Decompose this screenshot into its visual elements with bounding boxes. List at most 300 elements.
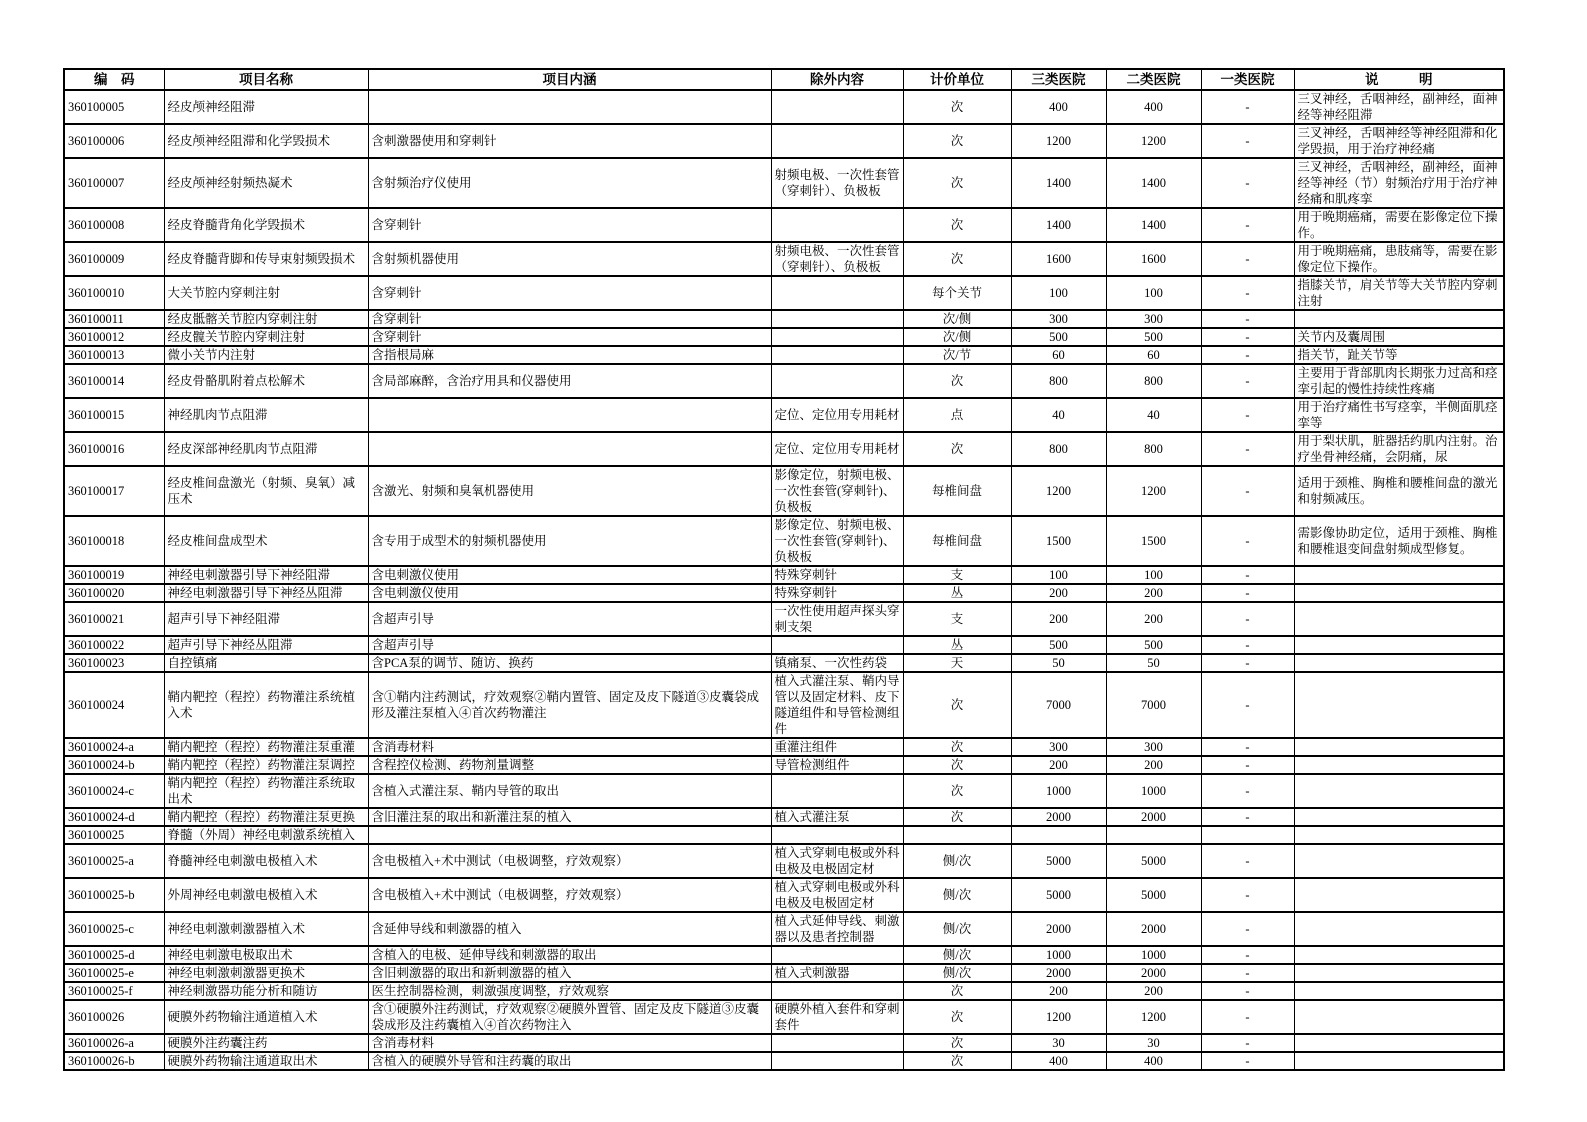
cell-tier1-price: - [1201, 90, 1294, 124]
cell-content: 含激光、射频和臭氧机器使用 [368, 466, 771, 516]
cell-tier3-price: 300 [1011, 738, 1106, 756]
cell-tier2-price: 500 [1106, 328, 1201, 346]
cell-unit: 每椎间盘 [903, 466, 1011, 516]
cell-tier1-price: - [1201, 584, 1294, 602]
cell-content: 含电刺激仪使用 [368, 584, 771, 602]
cell-content: 含消毒材料 [368, 738, 771, 756]
cell-name: 经皮脊髓背脚和传导束射频毁损术 [164, 242, 368, 276]
cell-tier1-price: - [1201, 364, 1294, 398]
cell-excluded [771, 364, 903, 398]
cell-content: 含旧灌注泵的取出和新灌注泵的植入 [368, 808, 771, 826]
cell-content: 含①硬膜外注药测试，疗效观察②硬膜外置管、固定及皮下隧道③皮囊袋成形及注药囊植入④首次药物注入 [368, 1000, 771, 1034]
cell-unit: 丛 [903, 584, 1011, 602]
cell-tier3-price: 2000 [1011, 912, 1106, 946]
cell-tier2-price: 200 [1106, 602, 1201, 636]
cell-tier2-price: 1200 [1106, 124, 1201, 158]
cell-unit: 次 [903, 738, 1011, 756]
cell-note [1294, 584, 1504, 602]
cell-name: 经皮骨骼肌附着点松解术 [164, 364, 368, 398]
cell-note [1294, 1000, 1504, 1034]
cell-content: 含电极植入+术中测试（电极调整，疗效观察） [368, 844, 771, 878]
table-header-row [64, 69, 1504, 90]
cell-note [1294, 566, 1504, 584]
cell-code: 360100025-c [64, 912, 164, 946]
cell-tier3-price: 1000 [1011, 774, 1106, 808]
cell-unit: 次 [903, 1000, 1011, 1034]
cell-note: 关节内及囊周围 [1294, 328, 1504, 346]
cell-unit: 次/侧 [903, 328, 1011, 346]
cell-content: 含穿刺针 [368, 276, 771, 310]
cell-code: 360100025 [64, 826, 164, 844]
cell-tier2-price: 30 [1106, 1034, 1201, 1052]
cell-unit: 次 [903, 756, 1011, 774]
cell-unit: 次/侧 [903, 310, 1011, 328]
cell-tier1-price: - [1201, 636, 1294, 654]
cell-tier3-price: 40 [1011, 398, 1106, 432]
cell-content: 含植入式灌注泵、鞘内导管的取出 [368, 774, 771, 808]
cell-tier2-price: 50 [1106, 654, 1201, 672]
cell-code: 360100016 [64, 432, 164, 466]
cell-tier3-price [1011, 826, 1106, 844]
cell-note [1294, 982, 1504, 1000]
cell-tier2-price: 300 [1106, 738, 1201, 756]
cell-tier3-price: 7000 [1011, 672, 1106, 738]
cell-content: 含刺激器使用和穿刺针 [368, 124, 771, 158]
cell-tier1-price [1201, 826, 1294, 844]
table-row [64, 328, 1504, 346]
cell-tier3-price: 1200 [1011, 1000, 1106, 1034]
cell-unit: 次 [903, 124, 1011, 158]
cell-excluded [771, 826, 903, 844]
header-name: 项目名称 [164, 69, 368, 90]
table-row [64, 242, 1504, 276]
cell-tier3-price: 5000 [1011, 844, 1106, 878]
header-tier3-hospital: 三类医院 [1011, 69, 1106, 90]
cell-unit: 次 [903, 774, 1011, 808]
cell-tier2-price: 2000 [1106, 964, 1201, 982]
cell-excluded: 植入式刺激器 [771, 964, 903, 982]
cell-excluded: 定位、定位用专用耗材 [771, 432, 903, 466]
cell-excluded: 定位、定位用专用耗材 [771, 398, 903, 432]
table-row [64, 432, 1504, 466]
cell-name: 脊髓（外周）神经电刺激系统植入 [164, 826, 368, 844]
cell-code: 360100017 [64, 466, 164, 516]
cell-excluded: 影像定位，射频电极、一次性套管(穿刺针)、负极板 [771, 466, 903, 516]
cell-tier3-price: 400 [1011, 1052, 1106, 1070]
cell-tier1-price: - [1201, 756, 1294, 774]
cell-note: 用于晚期癌痛，需要在影像定位下操作。 [1294, 208, 1504, 242]
cell-name: 神经电刺激刺激器植入术 [164, 912, 368, 946]
cell-code: 360100025-b [64, 878, 164, 912]
cell-excluded: 镇痛泵、一次性药袋 [771, 654, 903, 672]
cell-content [368, 398, 771, 432]
cell-content: 含电极植入+术中测试（电极调整，疗效观察） [368, 878, 771, 912]
cell-note [1294, 844, 1504, 878]
cell-note [1294, 946, 1504, 964]
cell-excluded [771, 946, 903, 964]
cell-tier3-price: 400 [1011, 90, 1106, 124]
cell-code: 360100020 [64, 584, 164, 602]
cell-tier2-price: 1500 [1106, 516, 1201, 566]
cell-tier2-price: 400 [1106, 1052, 1201, 1070]
cell-code: 360100023 [64, 654, 164, 672]
cell-name: 经皮深部神经肌肉节点阻滞 [164, 432, 368, 466]
cell-code: 360100026-a [64, 1034, 164, 1052]
cell-note: 三叉神经，舌咽神经，副神经，面神经等神经（节）射频治疗用于治疗神经痛和肌疼挛 [1294, 158, 1504, 208]
cell-code: 360100025-f [64, 982, 164, 1000]
cell-content: 含植入的硬膜外导管和注药囊的取出 [368, 1052, 771, 1070]
cell-code: 360100008 [64, 208, 164, 242]
cell-name: 神经刺激器功能分析和随访 [164, 982, 368, 1000]
cell-code: 360100024-b [64, 756, 164, 774]
cell-unit: 丛 [903, 636, 1011, 654]
cell-tier1-price: - [1201, 774, 1294, 808]
cell-excluded [771, 310, 903, 328]
cell-tier2-price [1106, 826, 1201, 844]
cell-tier3-price: 60 [1011, 346, 1106, 364]
cell-tier2-price: 400 [1106, 90, 1201, 124]
cell-note [1294, 774, 1504, 808]
cell-note: 三叉神经，舌咽神经，副神经，面神经等神经阻滞 [1294, 90, 1504, 124]
cell-name: 鞘内靶控（程控）药物灌注泵更换 [164, 808, 368, 826]
cell-excluded: 导管检测组件 [771, 756, 903, 774]
cell-tier2-price: 2000 [1106, 912, 1201, 946]
cell-name: 自控镇痛 [164, 654, 368, 672]
cell-note: 用于梨状肌，脏器括约肌内注射。治疗坐骨神经痛，会阴痛，尿 [1294, 432, 1504, 466]
cell-tier2-price: 300 [1106, 310, 1201, 328]
cell-excluded: 植入式穿刺电极或外科电极及电极固定材 [771, 844, 903, 878]
cell-note [1294, 310, 1504, 328]
table-row [64, 158, 1504, 208]
table-row [64, 124, 1504, 158]
cell-note: 用于晚期癌痛，患肢痛等，需要在影像定位下操作。 [1294, 242, 1504, 276]
cell-name: 大关节腔内穿刺注射 [164, 276, 368, 310]
cell-code: 360100019 [64, 566, 164, 584]
table-row [64, 826, 1504, 844]
cell-tier2-price: 1200 [1106, 466, 1201, 516]
cell-tier1-price: - [1201, 1034, 1294, 1052]
cell-tier1-price: - [1201, 310, 1294, 328]
cell-name: 经皮椎间盘成型术 [164, 516, 368, 566]
cell-tier3-price: 1400 [1011, 158, 1106, 208]
cell-name: 经皮颅神经阻滞 [164, 90, 368, 124]
cell-code: 360100009 [64, 242, 164, 276]
cell-tier1-price: - [1201, 808, 1294, 826]
table-row [64, 844, 1504, 878]
cell-tier2-price: 100 [1106, 276, 1201, 310]
cell-excluded [771, 276, 903, 310]
cell-note [1294, 602, 1504, 636]
cell-tier1-price: - [1201, 654, 1294, 672]
cell-tier3-price: 100 [1011, 276, 1106, 310]
cell-tier1-price: - [1201, 982, 1294, 1000]
cell-tier3-price: 1200 [1011, 466, 1106, 516]
cell-excluded: 重灌注组件 [771, 738, 903, 756]
cell-note: 需影像协助定位，适用于颈椎、胸椎和腰椎退变间盘射频成型修复。 [1294, 516, 1504, 566]
cell-code: 360100021 [64, 602, 164, 636]
cell-content: 含延伸导线和刺激器的植入 [368, 912, 771, 946]
medical-price-table [63, 68, 1505, 1071]
cell-content: 含①鞘内注药测试，疗效观察②鞘内置管、固定及皮下隧道③皮囊袋成形及灌注泵植入④首次药物灌注 [368, 672, 771, 738]
cell-name: 经皮椎间盘激光（射频、臭氧）减压术 [164, 466, 368, 516]
cell-tier1-price: - [1201, 878, 1294, 912]
cell-tier3-price: 5000 [1011, 878, 1106, 912]
cell-content: 含穿刺针 [368, 310, 771, 328]
cell-name: 经皮髋关节腔内穿刺注射 [164, 328, 368, 346]
cell-tier1-price: - [1201, 158, 1294, 208]
table-row [64, 964, 1504, 982]
cell-tier1-price: - [1201, 242, 1294, 276]
cell-tier3-price: 1400 [1011, 208, 1106, 242]
cell-excluded: 植入式灌注泵、鞘内导管以及固定材料、皮下隧道组件和导管检测组件 [771, 672, 903, 738]
cell-excluded: 植入式穿刺电极或外科电极及电极固定材 [771, 878, 903, 912]
cell-tier1-price: - [1201, 602, 1294, 636]
cell-unit: 每椎间盘 [903, 516, 1011, 566]
cell-content [368, 90, 771, 124]
cell-code: 360100024-a [64, 738, 164, 756]
cell-tier1-price: - [1201, 208, 1294, 242]
cell-note: 三叉神经，舌咽神经等神经阻滞和化学毁损，用于治疗神经痛 [1294, 124, 1504, 158]
cell-name: 神经电刺激刺激器更换术 [164, 964, 368, 982]
cell-name: 经皮骶髂关节腔内穿刺注射 [164, 310, 368, 328]
cell-name: 神经电刺激器引导下神经阻滞 [164, 566, 368, 584]
cell-note [1294, 1034, 1504, 1052]
cell-excluded [771, 90, 903, 124]
cell-name: 外周神经电刺激电极植入术 [164, 878, 368, 912]
cell-name: 鞘内靶控（程控）药物灌注泵调控 [164, 756, 368, 774]
cell-tier1-price: - [1201, 672, 1294, 738]
cell-note [1294, 756, 1504, 774]
cell-tier3-price: 2000 [1011, 808, 1106, 826]
cell-name: 微小关节内注射 [164, 346, 368, 364]
cell-tier3-price: 1500 [1011, 516, 1106, 566]
header-content: 项目内涵 [368, 69, 771, 90]
cell-name: 鞘内靶控（程控）药物灌注泵重灌 [164, 738, 368, 756]
cell-excluded [771, 774, 903, 808]
table-row [64, 878, 1504, 912]
cell-content: 含射频机器使用 [368, 242, 771, 276]
cell-excluded [771, 1052, 903, 1070]
cell-name: 硬膜外药物输注通道取出术 [164, 1052, 368, 1070]
cell-content: 含指根局麻 [368, 346, 771, 364]
cell-unit: 侧/次 [903, 912, 1011, 946]
cell-unit: 侧/次 [903, 946, 1011, 964]
cell-content: 含超声引导 [368, 636, 771, 654]
cell-excluded: 植入式灌注泵 [771, 808, 903, 826]
cell-tier1-price: - [1201, 432, 1294, 466]
cell-excluded [771, 208, 903, 242]
cell-tier1-price: - [1201, 124, 1294, 158]
cell-unit: 每个关节 [903, 276, 1011, 310]
cell-code: 360100011 [64, 310, 164, 328]
cell-tier1-price: - [1201, 844, 1294, 878]
cell-note [1294, 964, 1504, 982]
cell-note: 用于治疗痛性书写痉挛，半侧面肌痉挛等 [1294, 398, 1504, 432]
cell-content: 含超声引导 [368, 602, 771, 636]
cell-unit [903, 826, 1011, 844]
header-code: 编 码 [64, 69, 164, 90]
cell-code: 360100024-d [64, 808, 164, 826]
cell-name: 经皮颅神经射频热凝术 [164, 158, 368, 208]
cell-excluded: 射频电极、一次性套管（穿刺针）、负极板 [771, 158, 903, 208]
cell-note [1294, 738, 1504, 756]
cell-tier3-price: 2000 [1011, 964, 1106, 982]
table-row [64, 90, 1504, 124]
cell-code: 360100013 [64, 346, 164, 364]
cell-excluded [771, 982, 903, 1000]
cell-code: 360100025-e [64, 964, 164, 982]
cell-tier2-price: 1200 [1106, 1000, 1201, 1034]
cell-name: 神经肌肉节点阻滞 [164, 398, 368, 432]
cell-tier1-price: - [1201, 946, 1294, 964]
cell-note [1294, 654, 1504, 672]
cell-tier3-price: 30 [1011, 1034, 1106, 1052]
cell-unit: 侧/次 [903, 844, 1011, 878]
cell-tier1-price: - [1201, 516, 1294, 566]
cell-content: 含射频治疗仪使用 [368, 158, 771, 208]
cell-note: 主要用于背部肌肉长期张力过高和痉挛引起的慢性持续性疼痛 [1294, 364, 1504, 398]
cell-tier1-price: - [1201, 964, 1294, 982]
cell-tier1-price: - [1201, 346, 1294, 364]
cell-code: 360100022 [64, 636, 164, 654]
cell-code: 360100010 [64, 276, 164, 310]
cell-code: 360100024-c [64, 774, 164, 808]
cell-unit: 侧/次 [903, 878, 1011, 912]
cell-code: 360100025-d [64, 946, 164, 964]
cell-content: 含旧刺激器的取出和新刺激器的植入 [368, 964, 771, 982]
cell-excluded [771, 346, 903, 364]
cell-tier3-price: 500 [1011, 328, 1106, 346]
cell-tier1-price: - [1201, 566, 1294, 584]
cell-tier3-price: 1000 [1011, 946, 1106, 964]
cell-unit: 次 [903, 1034, 1011, 1052]
cell-code: 360100026 [64, 1000, 164, 1034]
cell-tier2-price: 5000 [1106, 878, 1201, 912]
cell-content [368, 826, 771, 844]
cell-code: 360100025-a [64, 844, 164, 878]
cell-tier2-price: 5000 [1106, 844, 1201, 878]
cell-tier3-price: 100 [1011, 566, 1106, 584]
cell-tier2-price: 2000 [1106, 808, 1201, 826]
cell-tier1-price: - [1201, 912, 1294, 946]
cell-note [1294, 878, 1504, 912]
cell-tier3-price: 300 [1011, 310, 1106, 328]
cell-tier3-price: 800 [1011, 364, 1106, 398]
cell-unit: 次 [903, 982, 1011, 1000]
cell-name: 经皮颅神经阻滞和化学毁损术 [164, 124, 368, 158]
cell-unit: 次 [903, 158, 1011, 208]
cell-unit: 次 [903, 242, 1011, 276]
table-row [64, 1052, 1504, 1070]
cell-content [368, 432, 771, 466]
table-row [64, 208, 1504, 242]
cell-note [1294, 636, 1504, 654]
cell-tier2-price: 1400 [1106, 208, 1201, 242]
cell-code: 360100014 [64, 364, 164, 398]
cell-tier3-price: 50 [1011, 654, 1106, 672]
cell-excluded: 影像定位、射频电极、一次性套管(穿刺针)、负极板 [771, 516, 903, 566]
cell-unit: 次 [903, 672, 1011, 738]
header-tier2-hospital: 二类医院 [1106, 69, 1201, 90]
cell-tier1-price: - [1201, 276, 1294, 310]
cell-note: 指关节，趾关节等 [1294, 346, 1504, 364]
cell-name: 硬膜外药物输注通道植入术 [164, 1000, 368, 1034]
cell-code: 360100015 [64, 398, 164, 432]
cell-unit: 次 [903, 1052, 1011, 1070]
table-row [64, 654, 1504, 672]
cell-unit: 次 [903, 808, 1011, 826]
cell-name: 神经电刺激电极取出术 [164, 946, 368, 964]
cell-content: 含PCA泵的调节、随访、换药 [368, 654, 771, 672]
cell-unit: 天 [903, 654, 1011, 672]
cell-excluded: 硬膜外植入套件和穿刺套件 [771, 1000, 903, 1034]
cell-tier2-price: 1000 [1106, 946, 1201, 964]
cell-content: 含消毒材料 [368, 1034, 771, 1052]
cell-name: 鞘内靶控（程控）药物灌注系统取出术 [164, 774, 368, 808]
cell-excluded [771, 328, 903, 346]
cell-tier3-price: 500 [1011, 636, 1106, 654]
cell-excluded: 特殊穿刺针 [771, 566, 903, 584]
cell-tier2-price: 800 [1106, 364, 1201, 398]
cell-excluded: 射频电极、一次性套管（穿刺针）、负极板 [771, 242, 903, 276]
table-row [64, 912, 1504, 946]
cell-content: 含穿刺针 [368, 208, 771, 242]
table-row [64, 808, 1504, 826]
cell-tier3-price: 200 [1011, 584, 1106, 602]
cell-name: 神经电刺激器引导下神经丛阻滞 [164, 584, 368, 602]
cell-note [1294, 912, 1504, 946]
cell-tier2-price: 100 [1106, 566, 1201, 584]
cell-tier2-price: 500 [1106, 636, 1201, 654]
cell-code: 360100012 [64, 328, 164, 346]
table-row [64, 566, 1504, 584]
cell-unit: 次 [903, 364, 1011, 398]
table-row [64, 516, 1504, 566]
cell-content: 含程控仪检测、药物剂量调整 [368, 756, 771, 774]
cell-content: 含植入的电极、延伸导线和刺激器的取出 [368, 946, 771, 964]
cell-tier3-price: 200 [1011, 602, 1106, 636]
cell-code: 360100024 [64, 672, 164, 738]
table-body [64, 90, 1504, 1070]
table-row [64, 756, 1504, 774]
cell-tier1-price: - [1201, 466, 1294, 516]
cell-tier2-price: 1000 [1106, 774, 1201, 808]
table-row [64, 946, 1504, 964]
table-row [64, 636, 1504, 654]
table-row [64, 982, 1504, 1000]
cell-note: 指膝关节，肩关节等大关节腔内穿刺注射 [1294, 276, 1504, 310]
cell-excluded: 特殊穿刺针 [771, 584, 903, 602]
cell-content: 含专用于成型术的射频机器使用 [368, 516, 771, 566]
cell-tier3-price: 200 [1011, 982, 1106, 1000]
table-row [64, 346, 1504, 364]
cell-tier2-price: 40 [1106, 398, 1201, 432]
cell-tier1-price: - [1201, 398, 1294, 432]
table-row [64, 584, 1504, 602]
cell-tier3-price: 1200 [1011, 124, 1106, 158]
cell-tier2-price: 200 [1106, 584, 1201, 602]
cell-note [1294, 808, 1504, 826]
cell-unit: 侧/次 [903, 964, 1011, 982]
cell-unit: 次 [903, 432, 1011, 466]
cell-tier1-price: - [1201, 328, 1294, 346]
cell-content: 医生控制器检测，刺激强度调整，疗效观察 [368, 982, 771, 1000]
cell-tier2-price: 200 [1106, 982, 1201, 1000]
cell-note [1294, 672, 1504, 738]
table-row [64, 364, 1504, 398]
cell-tier3-price: 1600 [1011, 242, 1106, 276]
cell-unit: 次/节 [903, 346, 1011, 364]
